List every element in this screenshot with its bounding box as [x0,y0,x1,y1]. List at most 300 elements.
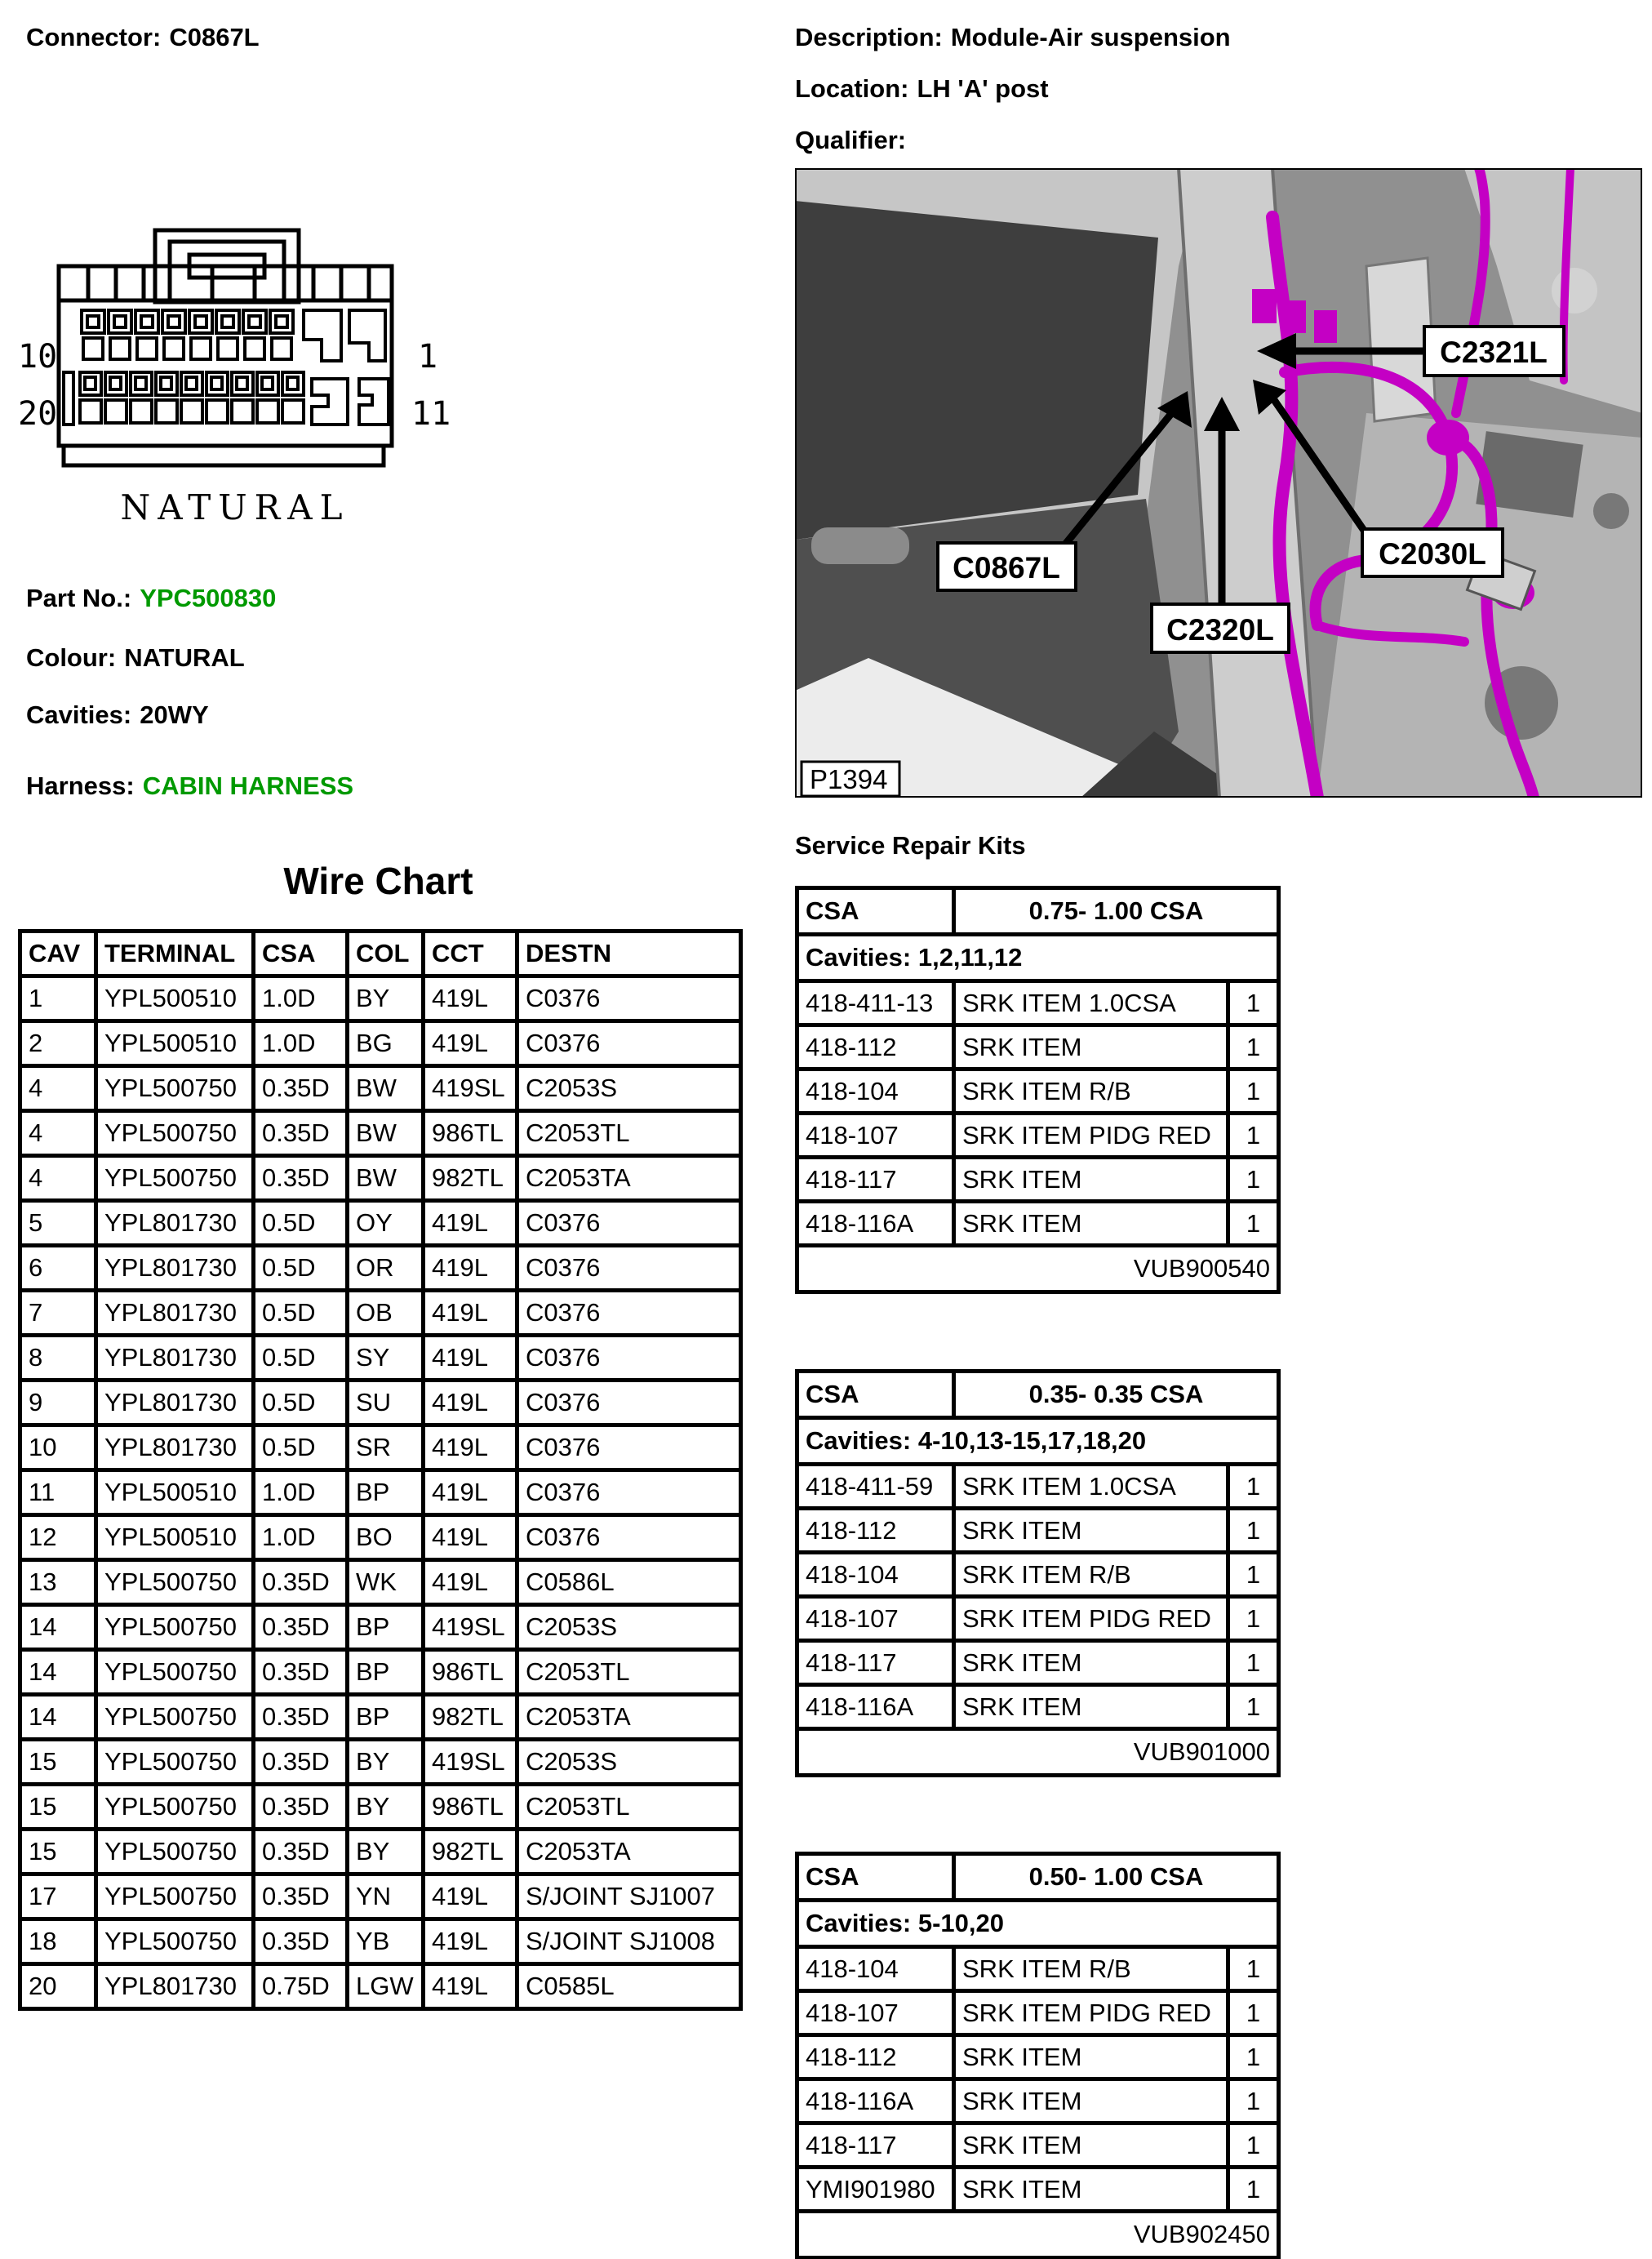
pin-number-20: 20 [18,395,58,433]
col-header-cav: CAV [20,932,96,976]
pin-number-10: 10 [18,338,58,376]
srk-part-number: 418-104 [797,1069,954,1114]
connector-cavities-row1 [82,310,385,361]
wire-chart-cell-cct: 419L [424,1336,517,1381]
wire-chart-cell-cav: 10 [20,1425,96,1470]
wire-chart-cell-col: OY [348,1201,424,1246]
wire-chart-cell-cct: 419L [424,1291,517,1336]
wire-chart-cell-cav: 14 [20,1695,96,1740]
srk-qty: 1 [1228,2035,1279,2079]
wire-chart-cell-cct: 419L [424,1470,517,1515]
srk-csa-header: CSA [797,1372,954,1418]
srk-qty: 1 [1228,1685,1279,1729]
wire-chart-cell-cav: 8 [20,1336,96,1381]
wire-chart-cell-destn: C0376 [517,1425,741,1470]
srk-item-description: SRK ITEM 1.0CSA [954,981,1228,1025]
wire-chart-row [20,1605,741,1650]
wire-chart-cell-cav: 15 [20,1785,96,1830]
srk-footer-code: VUB900540 [797,1246,1279,1292]
wire-chart-cell-destn: C0376 [517,1021,741,1066]
srk-item-description: SRK ITEM PIDG RED [954,1114,1228,1158]
srk-item-row [797,981,1279,1025]
srk-item-description: SRK ITEM R/B [954,1947,1228,1991]
wire-chart-row [20,1964,741,2009]
wire-chart-cell-destn: C2053TA [517,1695,741,1740]
wire-chart-cell-csa: 0.5D [254,1246,348,1291]
description-label: Description: [795,23,943,51]
srk-cavities-row [797,1418,1279,1465]
wire-chart-cell-csa: 1.0D [254,1470,348,1515]
col-header-col: COL [348,932,424,976]
srk-qty: 1 [1228,1465,1279,1509]
srk-qty: 1 [1228,2079,1279,2123]
wire-chart-cell-cav: 12 [20,1515,96,1560]
wire-chart-cell-destn: S/JOINT SJ1008 [517,1919,741,1964]
wire-chart-cell-csa: 0.35D [254,1111,348,1156]
srk-item-description: SRK ITEM [954,2079,1228,2123]
srk-item-row [797,2168,1279,2212]
srk-item-description: SRK ITEM [954,1158,1228,1202]
wire-chart-cell-terminal: YPL500750 [96,1919,254,1964]
srk-part-number: YMI901980 [797,2168,954,2212]
srk-footer-code: VUB901000 [797,1729,1279,1776]
srk-item-description: SRK ITEM 1.0CSA [954,1465,1228,1509]
wire-chart-body [20,976,741,2009]
srk-item-row [797,1114,1279,1158]
wire-chart-cell-terminal: YPL500750 [96,1560,254,1605]
srk-qty: 1 [1228,1025,1279,1069]
wire-chart-cell-col: BG [348,1021,424,1066]
srk-item-row [797,2079,1279,2123]
wire-chart-cell-cav: 9 [20,1381,96,1425]
srk-qty: 1 [1228,981,1279,1025]
srk-item-row [797,1465,1279,1509]
srk-footer-row [797,1246,1279,1292]
srk-header-row [797,1854,1279,1901]
wire-chart-cell-cct: 419L [424,1381,517,1425]
harness-line [26,772,353,801]
srk-part-number: 418-116A [797,1685,954,1729]
srk-part-number: 418-411-13 [797,981,954,1025]
connector-header [26,23,260,52]
wire-chart-row [20,1515,741,1560]
wire-chart-cell-terminal: YPL801730 [96,1425,254,1470]
location-value: LH 'A' post [917,74,1049,103]
srk-item-row [797,2123,1279,2168]
wire-chart-cell-col: BY [348,1785,424,1830]
wire-chart-cell-terminal: YPL500750 [96,1740,254,1785]
photo-figure-id: P1394 [810,764,888,794]
wire-chart-row [20,1919,741,1964]
srk-item-row [797,1685,1279,1729]
wire-chart-row [20,1650,741,1695]
wire-chart-cell-col: BP [348,1470,424,1515]
srk-qty: 1 [1228,1069,1279,1114]
srk-item-description: SRK ITEM [954,2168,1228,2212]
wire-chart-cell-cct: 419L [424,1246,517,1291]
colour-value: NATURAL [124,643,245,672]
wire-chart-cell-cct: 419L [424,1201,517,1246]
description-value: Module-Air suspension [950,23,1231,51]
callout-c2320l: C2320L [1166,613,1274,647]
wire-chart-cell-destn: C2053TA [517,1830,741,1874]
cavities-value: 20WY [140,700,209,729]
qualifier-line [795,126,1231,155]
wire-chart-cell-destn: C0376 [517,1246,741,1291]
wire-chart-cell-terminal: YPL801730 [96,1201,254,1246]
srk-footer-row [797,2212,1279,2258]
srk-item-row [797,1025,1279,1069]
srk-item-row [797,1202,1279,1246]
wire-chart-cell-col: BP [348,1605,424,1650]
connector-value: C0867L [169,23,260,51]
part-no-value: YPC500830 [140,584,277,612]
wire-chart-row [20,1874,741,1919]
srk-qty: 1 [1228,1991,1279,2035]
wire-chart-cell-csa: 1.0D [254,1021,348,1066]
wire-chart-row [20,1560,741,1605]
wire-chart-cell-terminal: YPL500750 [96,1830,254,1874]
connector-label: Connector: [26,23,162,51]
srk-qty: 1 [1228,1202,1279,1246]
wire-chart-cell-csa: 0.75D [254,1964,348,2009]
srk-qty: 1 [1228,1509,1279,1553]
wire-chart-cell-csa: 0.35D [254,1605,348,1650]
wire-chart-cell-col: BW [348,1066,424,1111]
wire-chart-cell-csa: 0.35D [254,1740,348,1785]
srk-item-description: SRK ITEM [954,2035,1228,2079]
srk-part-number: 418-112 [797,1509,954,1553]
srk-item-row [797,2035,1279,2079]
srk-item-description: SRK ITEM PIDG RED [954,1597,1228,1641]
wire-chart-cell-csa: 0.35D [254,1919,348,1964]
wire-chart-cell-cct: 986TL [424,1785,517,1830]
wire-chart-cell-destn: C2053S [517,1740,741,1785]
srk-footer-code: VUB902450 [797,2212,1279,2258]
wire-chart-cell-cav: 20 [20,1964,96,2009]
srk-item-description: SRK ITEM [954,1509,1228,1553]
wire-chart-cell-csa: 0.5D [254,1291,348,1336]
wire-chart-cell-destn: C2053S [517,1066,741,1111]
wire-chart-cell-cct: 419L [424,1425,517,1470]
col-header-destn: DESTN [517,932,741,976]
location-label: Location: [795,74,909,103]
srk-items-body [797,1465,1279,1729]
wire-chart-cell-cct: 982TL [424,1830,517,1874]
wire-chart-cell-col: BP [348,1695,424,1740]
callout-c0867l: C0867L [953,551,1060,585]
srk-item-description: SRK ITEM R/B [954,1553,1228,1597]
wire-chart-cell-cct: 419L [424,1021,517,1066]
wire-chart-row [20,1111,741,1156]
srk-item-row [797,1991,1279,2035]
wire-chart-cell-cav: 1 [20,976,96,1021]
wire-chart-cell-col: OR [348,1246,424,1291]
wire-chart-cell-csa: 1.0D [254,976,348,1021]
wire-chart-cell-csa: 0.35D [254,1785,348,1830]
wire-chart-cell-cav: 4 [20,1156,96,1201]
srk-part-number: 418-116A [797,2079,954,2123]
srk-part-number: 418-104 [797,1553,954,1597]
wire-chart-cell-cav: 4 [20,1111,96,1156]
wire-chart-cell-terminal: YPL500750 [96,1650,254,1695]
wire-chart-cell-terminal: YPL500750 [96,1605,254,1650]
srk-item-row [797,1947,1279,1991]
srk-qty: 1 [1228,2123,1279,2168]
srk-items-body [797,981,1279,1246]
wire-chart-cell-csa: 0.5D [254,1425,348,1470]
srk-qty: 1 [1228,1947,1279,1991]
pin-number-11: 11 [411,395,451,433]
srk-part-number: 418-107 [797,1597,954,1641]
srk-csa-range: 0.75- 1.00 CSA [954,888,1279,935]
wire-chart-cell-csa: 0.35D [254,1156,348,1201]
srk-item-description: SRK ITEM [954,1025,1228,1069]
wire-chart-cell-cct: 419L [424,1515,517,1560]
wire-chart-cell-col: BP [348,1650,424,1695]
srk-item-description: SRK ITEM PIDG RED [954,1991,1228,2035]
wire-chart-cell-col: BO [348,1515,424,1560]
wire-chart-cell-col: BY [348,976,424,1021]
colour-line [26,643,245,673]
wire-chart-row [20,1201,741,1246]
srk-csa-header: CSA [797,1854,954,1901]
wire-chart-cell-csa: 0.35D [254,1650,348,1695]
wire-chart-cell-csa: 0.5D [254,1381,348,1425]
wire-chart-row [20,1156,741,1201]
srk-part-number: 418-117 [797,1158,954,1202]
wire-chart-cell-cct: 419L [424,976,517,1021]
wire-chart-cell-col: BY [348,1740,424,1785]
wire-chart-cell-cav: 14 [20,1605,96,1650]
srk-kit-table-3 [795,1852,1281,2259]
srk-cavities-row [797,935,1279,981]
wire-chart-cell-cct: 986TL [424,1111,517,1156]
callout-c2321l: C2321L [1440,336,1548,369]
srk-part-number: 418-107 [797,1114,954,1158]
wire-chart-cell-terminal: YPL801730 [96,1964,254,2009]
srk-footer-row [797,1729,1279,1776]
srk-item-description: SRK ITEM [954,1685,1228,1729]
wire-chart-cell-cav: 15 [20,1830,96,1874]
wire-chart-cell-cav: 7 [20,1291,96,1336]
wire-chart-cell-terminal: YPL801730 [96,1246,254,1291]
wire-chart-row [20,1470,741,1515]
wire-chart-cell-col: SU [348,1381,424,1425]
wire-chart-cell-cct: 419L [424,1919,517,1964]
wire-chart-cell-destn: C0376 [517,976,741,1021]
srk-item-description: SRK ITEM R/B [954,1069,1228,1114]
wire-chart-cell-destn: C0376 [517,1201,741,1246]
wire-chart-cell-terminal: YPL500750 [96,1111,254,1156]
wire-chart-cell-cav: 4 [20,1066,96,1111]
wire-chart-cell-cct: 419L [424,1874,517,1919]
wire-chart-cell-col: BY [348,1830,424,1874]
srk-qty: 1 [1228,1158,1279,1202]
srk-qty: 1 [1228,1597,1279,1641]
wire-chart-cell-cct: 419L [424,1964,517,2009]
part-no-line [26,584,276,613]
service-repair-kits-title: Service Repair Kits [795,831,1026,860]
wire-chart-cell-terminal: YPL801730 [96,1381,254,1425]
harness-value: CABIN HARNESS [142,772,354,800]
wire-chart-cell-destn: C2053TL [517,1785,741,1830]
wire-chart-cell-csa: 0.35D [254,1560,348,1605]
srk-qty: 1 [1228,1114,1279,1158]
srk-cavities: Cavities: 1,2,11,12 [797,935,1279,981]
wire-chart-cell-col: YB [348,1919,424,1964]
callout-c2030l: C2030L [1379,537,1486,571]
connector-cavities-row2 [64,372,389,425]
srk-item-row [797,1069,1279,1114]
location-photo [795,168,1642,798]
wire-chart-cell-cav: 6 [20,1246,96,1291]
srk-header-row [797,1372,1279,1418]
srk-part-number: 418-117 [797,1641,954,1685]
wire-chart-cell-csa: 0.35D [254,1830,348,1874]
wire-chart-cell-csa: 0.5D [254,1201,348,1246]
wire-chart-cell-csa: 0.35D [254,1066,348,1111]
wire-chart-row [20,1246,741,1291]
wire-chart-cell-terminal: YPL500750 [96,1066,254,1111]
srk-item-row [797,1158,1279,1202]
wire-chart-cell-csa: 0.5D [254,1336,348,1381]
wire-chart-cell-cav: 15 [20,1740,96,1785]
srk-csa-header: CSA [797,888,954,935]
connector-face-diagram [16,219,473,537]
wire-chart-cell-cct: 419L [424,1560,517,1605]
wire-chart-cell-col: LGW [348,1964,424,2009]
srk-qty: 1 [1228,2168,1279,2212]
wire-chart-cell-destn: C0376 [517,1515,741,1560]
wire-chart-cell-cct: 419SL [424,1066,517,1111]
wire-chart-cell-destn: C0376 [517,1381,741,1425]
srk-item-description: SRK ITEM [954,1202,1228,1246]
col-header-csa: CSA [254,932,348,976]
wire-chart-cell-cav: 5 [20,1201,96,1246]
srk-qty: 1 [1228,1553,1279,1597]
wire-chart-cell-csa: 0.35D [254,1874,348,1919]
col-header-terminal: TERMINAL [96,932,254,976]
location-line [795,74,1231,104]
colour-label: Colour: [26,643,117,672]
srk-cavities: Cavities: 5-10,20 [797,1901,1279,1947]
wire-chart-cell-col: SY [348,1336,424,1381]
wire-chart-cell-terminal: YPL500510 [96,1515,254,1560]
wire-chart-cell-destn: C0586L [517,1560,741,1605]
connector-meta-block [795,23,1231,177]
wire-chart-row [20,1021,741,1066]
wire-chart-cell-cav: 18 [20,1919,96,1964]
srk-cavities-row [797,1901,1279,1947]
wire-chart-cell-terminal: YPL500510 [96,1470,254,1515]
wire-chart-row [20,1830,741,1874]
srk-item-row [797,1509,1279,1553]
wire-chart-row [20,1291,741,1336]
srk-kit-table-2 [795,1369,1281,1777]
wire-chart-cell-cct: 982TL [424,1156,517,1201]
wire-chart-cell-destn: C2053TL [517,1650,741,1695]
wire-chart-row [20,1740,741,1785]
wire-chart-cell-destn: C2053TA [517,1156,741,1201]
srk-item-row [797,1641,1279,1685]
harness-label: Harness: [26,772,135,800]
wire-chart-row [20,1066,741,1111]
wire-chart-cell-cct: 982TL [424,1695,517,1740]
qualifier-label: Qualifier: [795,126,907,154]
wire-chart-cell-destn: C2053S [517,1605,741,1650]
srk-csa-range: 0.50- 1.00 CSA [954,1854,1279,1901]
srk-item-description: SRK ITEM [954,2123,1228,2168]
cavities-label: Cavities: [26,700,132,729]
wire-chart-cell-destn: C0585L [517,1964,741,2009]
wire-chart-cell-cct: 419SL [424,1605,517,1650]
wire-chart-cell-terminal: YPL500750 [96,1695,254,1740]
part-no-label: Part No.: [26,584,132,612]
wire-chart-row [20,1381,741,1425]
srk-part-number: 418-116A [797,1202,954,1246]
wire-chart-row [20,1785,741,1830]
wire-chart-cell-terminal: YPL500750 [96,1785,254,1830]
wire-chart-cell-cct: 419SL [424,1740,517,1785]
srk-part-number: 418-112 [797,1025,954,1069]
wire-chart-cell-terminal: YPL500510 [96,976,254,1021]
srk-part-number: 418-107 [797,1991,954,2035]
wire-chart-cell-destn: S/JOINT SJ1007 [517,1874,741,1919]
description-line [795,23,1231,52]
wire-chart-cell-terminal: YPL500510 [96,1021,254,1066]
wire-chart-cell-terminal: YPL801730 [96,1291,254,1336]
wire-chart-cell-col: OB [348,1291,424,1336]
connector-colour-caption: NATURAL [120,487,350,527]
col-header-cct: CCT [424,932,517,976]
wire-chart-row [20,1336,741,1381]
wire-chart-cell-col: SR [348,1425,424,1470]
pin-number-1: 1 [418,338,438,376]
wire-chart-cell-col: WK [348,1560,424,1605]
srk-kit-table-1 [795,886,1281,1294]
wire-chart-cell-cct: 986TL [424,1650,517,1695]
wire-chart-cell-destn: C0376 [517,1336,741,1381]
srk-item-row [797,1597,1279,1641]
wire-chart-cell-destn: C0376 [517,1470,741,1515]
srk-item-description: SRK ITEM [954,1641,1228,1685]
wire-chart-cell-col: BW [348,1156,424,1201]
srk-part-number: 418-411-59 [797,1465,954,1509]
wire-chart-cell-cav: 2 [20,1021,96,1066]
wire-chart-cell-csa: 0.35D [254,1695,348,1740]
wire-chart-header-row [20,932,741,976]
srk-header-row [797,888,1279,935]
srk-part-number: 418-104 [797,1947,954,1991]
srk-item-row [797,1553,1279,1597]
srk-items-body [797,1947,1279,2212]
srk-qty: 1 [1228,1641,1279,1685]
wire-chart-cell-cav: 14 [20,1650,96,1695]
wire-chart-cell-csa: 1.0D [254,1515,348,1560]
wire-chart-cell-destn: C0376 [517,1291,741,1336]
srk-part-number: 418-117 [797,2123,954,2168]
wire-chart-cell-terminal: YPL500750 [96,1874,254,1919]
wire-chart-row [20,1695,741,1740]
wire-chart-cell-col: BW [348,1111,424,1156]
wire-chart-cell-cav: 11 [20,1470,96,1515]
wire-chart-table [18,929,743,2011]
srk-part-number: 418-112 [797,2035,954,2079]
cavities-line [26,700,209,730]
wire-chart-cell-destn: C2053TL [517,1111,741,1156]
wire-chart-cell-col: YN [348,1874,424,1919]
